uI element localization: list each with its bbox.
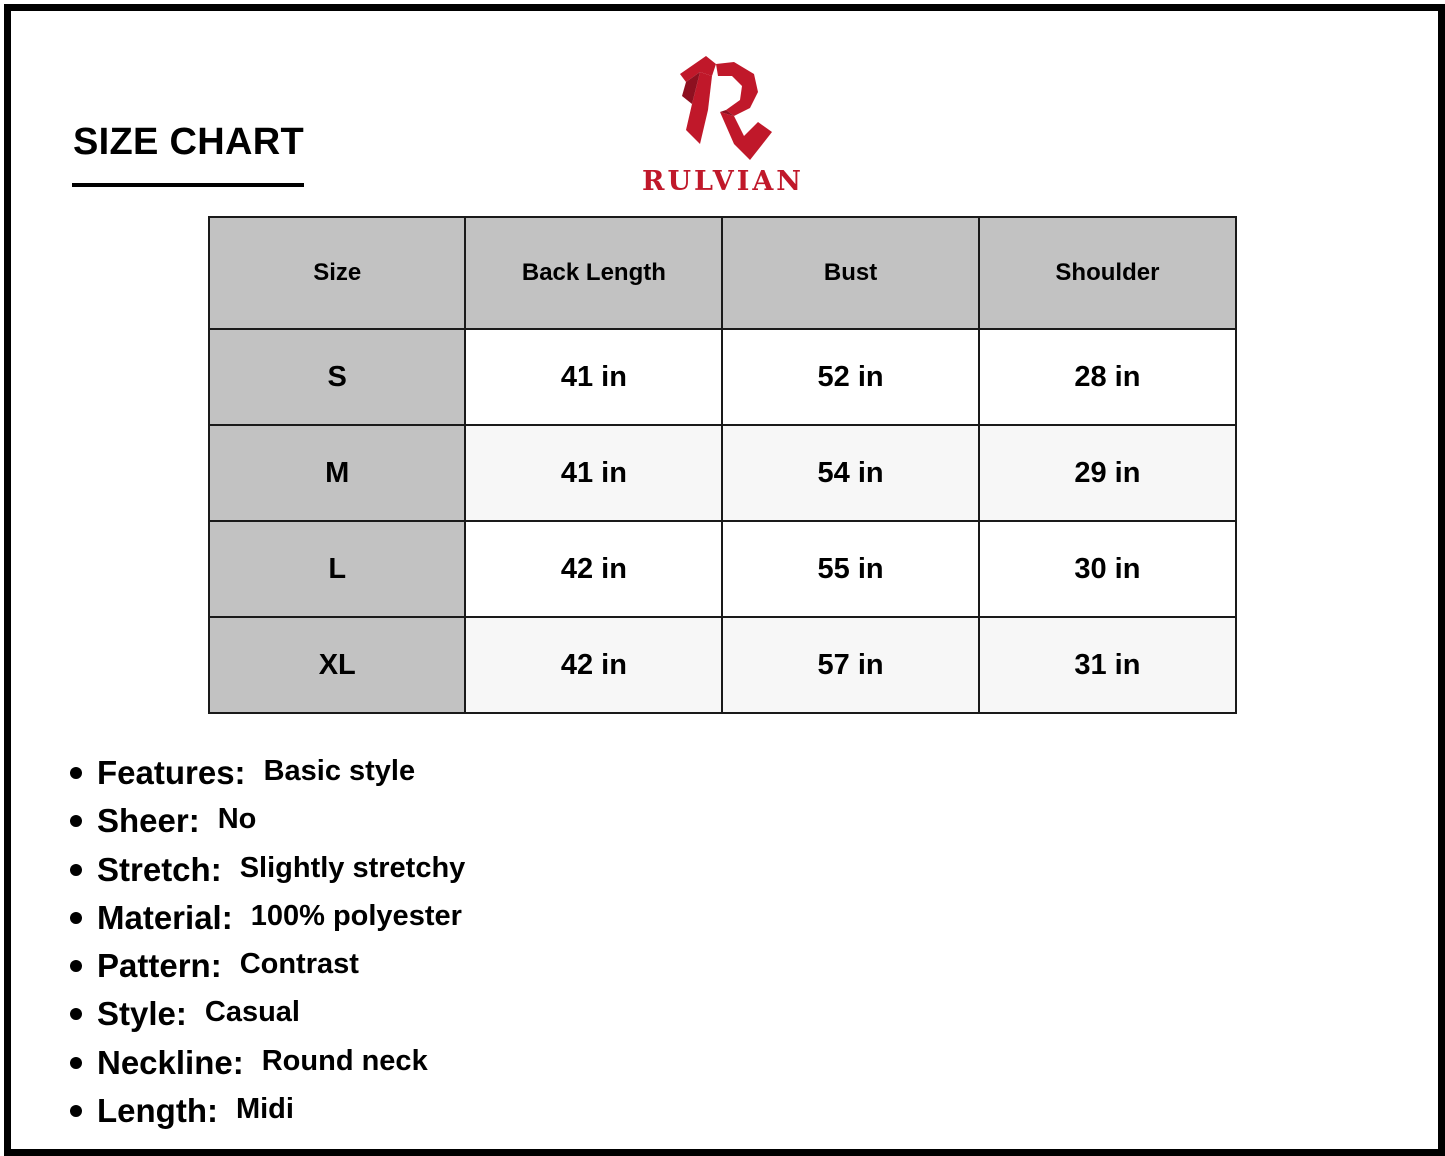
bullet-icon xyxy=(70,912,82,924)
list-item xyxy=(70,897,465,945)
feature-label: Neckline: xyxy=(97,1043,244,1081)
feature-value: No xyxy=(217,803,257,836)
size-cell: M xyxy=(209,425,465,521)
bullet-icon xyxy=(70,1105,82,1117)
bullet-icon xyxy=(70,1057,82,1069)
feature-label: Features: xyxy=(97,754,246,791)
bullet-icon xyxy=(70,767,82,779)
table-row xyxy=(209,425,1236,521)
feature-value: Round neck xyxy=(261,1044,428,1077)
bullet-icon xyxy=(70,815,82,827)
feature-value: Slightly stretchy xyxy=(239,851,466,884)
feature-label: Pattern: xyxy=(97,947,222,985)
title-underline xyxy=(72,183,304,187)
column-header-bust: Bust xyxy=(722,217,979,329)
back-length-cell: 42 in xyxy=(465,521,722,617)
feature-label: Sheer: xyxy=(97,802,200,840)
table-row xyxy=(209,521,1236,617)
list-item xyxy=(70,1090,465,1138)
column-header-size: Size xyxy=(209,217,465,329)
page-title: SIZE CHART xyxy=(73,121,304,163)
shoulder-cell: 29 in xyxy=(979,425,1236,521)
list-item xyxy=(70,993,465,1041)
brand-logo-icon xyxy=(672,52,776,164)
bullet-icon xyxy=(70,1008,82,1020)
bust-cell: 55 in xyxy=(722,521,979,617)
column-header-shoulder: Shoulder xyxy=(979,217,1236,329)
feature-label: Style: xyxy=(97,995,187,1033)
feature-value: Casual xyxy=(204,996,300,1029)
back-length-cell: 41 in xyxy=(465,329,722,425)
bust-cell: 57 in xyxy=(722,617,979,713)
size-cell: S xyxy=(209,329,465,425)
feature-value: Basic style xyxy=(263,755,416,787)
shoulder-cell: 31 in xyxy=(979,617,1236,713)
bullet-icon xyxy=(70,864,82,876)
feature-value: Contrast xyxy=(239,948,359,981)
feature-value: Midi xyxy=(235,1093,294,1126)
column-header-back-length: Back Length xyxy=(465,217,722,329)
bust-cell: 52 in xyxy=(722,329,979,425)
table-row xyxy=(209,329,1236,425)
feature-label: Length: xyxy=(97,1092,218,1130)
list-item xyxy=(70,945,465,993)
list-item xyxy=(70,1042,465,1090)
feature-value: 100% polyester xyxy=(250,899,462,932)
size-cell: XL xyxy=(209,617,465,713)
list-item xyxy=(70,800,465,848)
bust-cell: 54 in xyxy=(722,425,979,521)
brand-name: RULVIAN xyxy=(642,166,804,197)
size-chart-table xyxy=(208,216,1237,714)
feature-label: Stretch: xyxy=(97,850,222,888)
bullet-icon xyxy=(70,960,82,972)
list-item xyxy=(70,849,465,897)
shoulder-cell: 30 in xyxy=(979,521,1236,617)
back-length-cell: 42 in xyxy=(465,617,722,713)
table-header-row xyxy=(209,217,1236,329)
shoulder-cell: 28 in xyxy=(979,329,1236,425)
feature-list xyxy=(70,752,465,1138)
list-item xyxy=(70,752,465,800)
size-cell: L xyxy=(209,521,465,617)
table-row xyxy=(209,617,1236,713)
back-length-cell: 41 in xyxy=(465,425,722,521)
feature-label: Material: xyxy=(97,898,233,936)
